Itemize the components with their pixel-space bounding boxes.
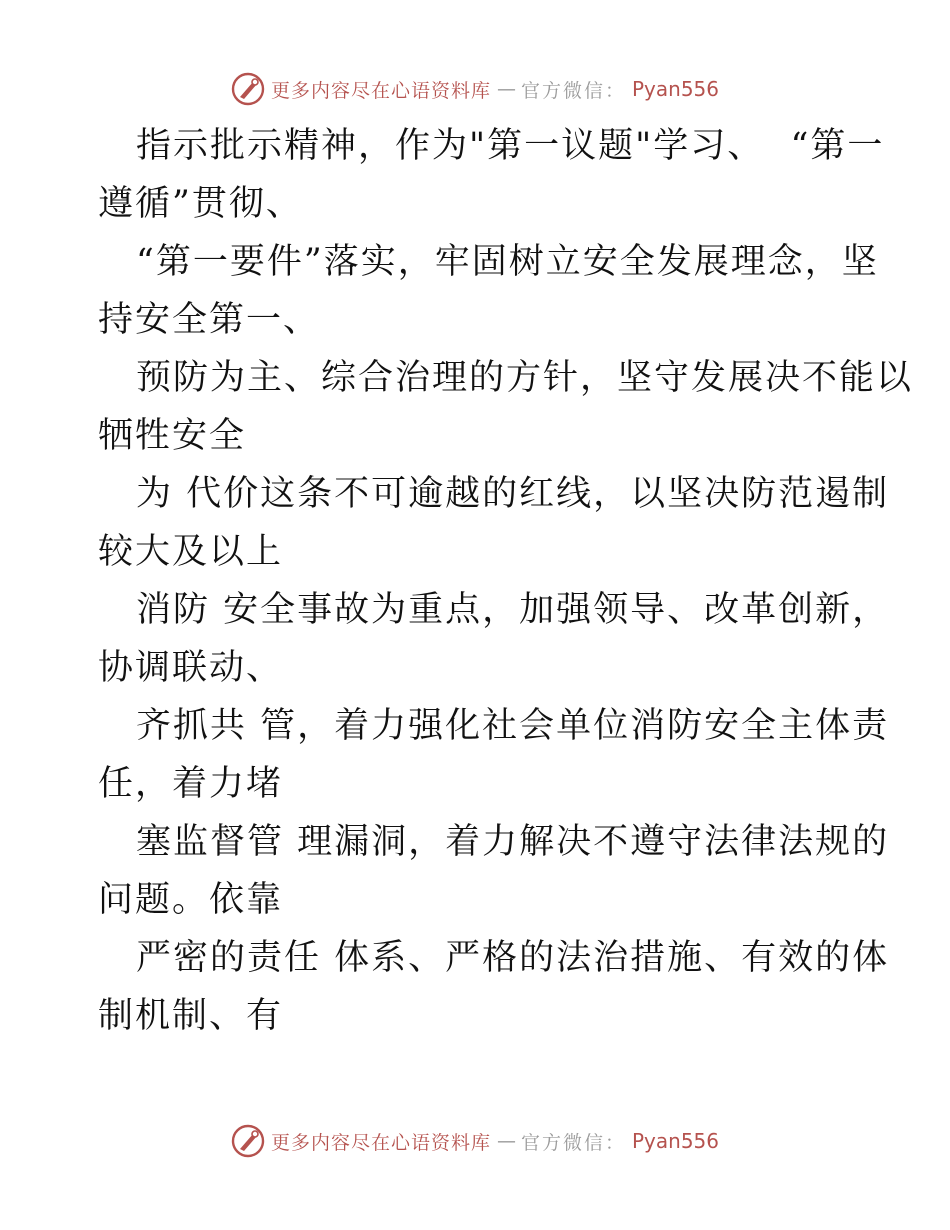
text-line: 问题。依靠 [98,880,284,920]
document-body [98,117,914,1045]
text-line: 协调联动、 [98,648,284,688]
watermark-wechat-id: Pyan556 [632,77,720,101]
watermark-dash: — [496,78,515,100]
text-line: 牺牲安全 [98,416,247,456]
text-line: 为 代价这条不可逾越的红线，以坚决防范遏制 [136,474,890,514]
quill-pen-logo-icon [231,1124,265,1158]
quill-pen-logo-icon [231,72,265,106]
watermark-official-label: 官方微信： [520,1131,626,1154]
watermark-official-label: 官方微信： [520,79,626,102]
text-line: 任，着力堵 [98,764,284,804]
watermark-site-name: 更多内容尽在心语资料库 [270,79,491,102]
text-line: 消防 安全事故为重点，加强领导、改革创新， [136,590,890,630]
text-line: 持安全第一、 [98,300,321,340]
watermark-wechat-id: Pyan556 [632,1129,720,1153]
footer-watermark [0,1124,950,1158]
text-line: 制机制、有 [98,996,284,1036]
text-line: 严密的责任 体系、严格的法治措施、有效的体 [136,938,890,978]
text-line: 指示批示精神，作为"第一议题"学习、 “第一 [136,126,885,166]
text-line: “第一要件”落实，牢固树立安全发展理念，坚 [136,242,879,282]
watermark-dash: — [496,1130,515,1152]
text-line: 齐抓共 管，着力强化社会单位消防安全主体责 [136,706,890,746]
header-watermark [0,72,950,106]
watermark-site-name: 更多内容尽在心语资料库 [270,1131,491,1154]
text-line: 遵循”贯彻、 [98,184,303,224]
text-line: 预防为主、综合治理的方针，坚守发展决不能以 [136,358,914,398]
text-line: 较大及以上 [98,532,284,572]
text-line: 塞监督管 理漏洞，着力解决不遵守法律法规的 [136,822,890,862]
